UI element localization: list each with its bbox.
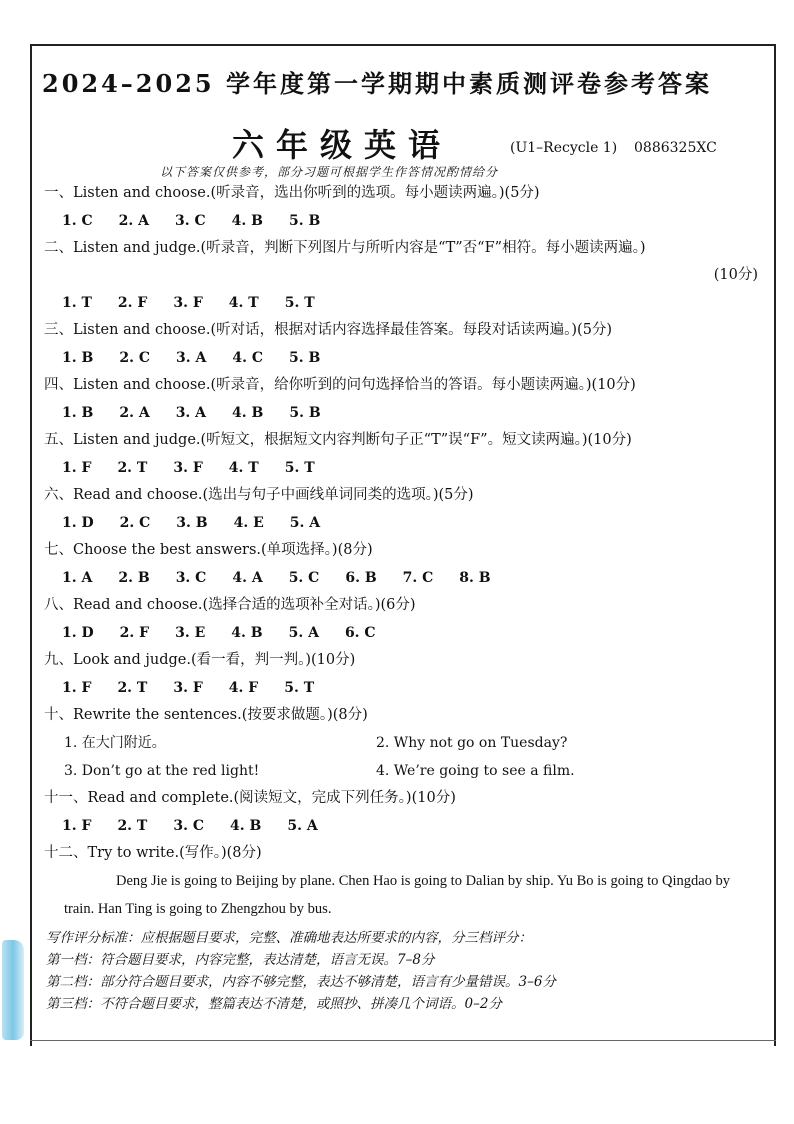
section-11-heading: 十一、Read and complete.(阅读短文，完成下列任务。)(10分) [44,790,456,806]
criteria-line: 第三档：不符合题目要求，整篇表达不清楚，或照抄、拼凑几个词语。0–2分 [46,996,502,1012]
section-3-heading: 三、Listen and choose.(听对话，根据对话内容选择最佳答案。每段对话读两遍。)(5分) [44,322,613,338]
answer: 4. T [228,295,259,311]
answer: 3. E [175,625,206,641]
section-2-heading: 二、Listen and judge.(听录音，判断下列图片与所听内容是“T”否“F”相符。每小题读两遍。) [44,240,646,256]
section-10-heading: 十、Rewrite the sentences.(按要求做题。)(8分) [44,707,368,723]
title-row [0,120,794,164]
section-4-answers [44,399,760,427]
answer: 5. B [288,213,321,229]
answer: 4. B [231,213,263,229]
answer: 2. C [119,350,150,366]
section-2-answers [44,289,760,317]
section-1-heading: 一、Listen and choose.(听录音，选出你听到的选项。每小题读两遍。)(5分) [44,185,540,201]
unit-range: (U1–Recycle 1) [510,140,618,156]
section-2-score: (10分) [713,267,758,283]
answer: 8. B [459,570,491,586]
section-1-answers [44,207,760,235]
answer: 4. B [232,405,264,421]
criteria-line: 第二档：部分符合题目要求，内容不够完整，表达不够清楚，语言有少量错误。3–6分 [46,974,556,990]
answer: 5. C [288,570,320,586]
section-10-row-1 [44,729,760,757]
answer: 5. A [289,515,321,531]
answer: 4. E [233,515,264,531]
answer: 1. 在大门附近。 [64,735,166,751]
sample-essay: Deng Jie is going to Beijing by plane. Chen Hao is going to Dalian by ship. Yu Bo is going to Qingdao by train. Han Ting is going to Zhengzhou by bus. [64,873,731,917]
page-title: 六年级英语 [232,126,453,164]
section-9-heading: 九、Look and judge.(看一看，判一判。)(10分) [44,652,356,668]
answer: 3. C [175,213,206,229]
scan-edge-mark [2,940,24,1040]
answer: 3. C [175,570,207,586]
criteria-line: 写作评分标准：应根据题目要求，完整、准确地表达所要求的内容，分三档评分： [46,930,532,946]
answer: 1. F [62,818,92,834]
answer-content [44,180,760,1015]
answer: 3. B [176,515,208,531]
answer: 6. C [344,625,376,641]
answer: 2. F [119,625,150,641]
answer: 7. C [402,570,434,586]
answer: 2. Why not go on Tuesday? [376,735,568,751]
section-5-answers [44,454,760,482]
section-12-heading: 十二、Try to write.(写作。)(8分) [44,845,262,861]
answer: 1. D [62,515,94,531]
section-8-answers [44,619,760,647]
answer: 3. C [173,818,204,834]
answer: 3. F [173,680,203,696]
answer: 5. T [284,460,315,476]
answer: 5. B [288,350,321,366]
answer: 4. C [232,350,263,366]
answer: 1. T [62,295,92,311]
answer: 3. A [175,350,207,366]
section-7-heading: 七、Choose the best answers.(单项选择。)(8分) [44,542,373,558]
scoring-criteria [44,927,760,1015]
page-header: 2024–2025 学年度第一学期期中素质测评卷参考答案 [42,69,712,98]
answer: 5. T [284,680,315,696]
section-6-answers [44,509,760,537]
answer: 3. Don’t go at the red light! [64,763,260,779]
section-4-heading: 四、Listen and choose.(听录音，给你听到的问句选择恰当的答语。每小题读两遍。)(10分) [44,377,636,393]
answer: 3. F [173,460,203,476]
answer: 5. T [284,295,315,311]
answer: 2. F [117,295,148,311]
answer: 2. B [118,570,150,586]
answer: 5. A [288,625,319,641]
answer: 1. F [62,680,92,696]
answer: 4. B [230,818,262,834]
answer: 1. B [62,350,94,366]
answer: 2. T [117,460,148,476]
answer: 1. F [62,460,92,476]
answer: 4. We’re going to see a film. [376,763,575,779]
answer: 2. A [119,405,150,421]
answer: 1. A [62,570,93,586]
answer: 2. T [117,818,148,834]
section-7-answers [44,564,760,592]
answer: 6. B [345,570,377,586]
answer: 4. B [231,625,263,641]
section-8-heading: 八、Read and choose.(选择合适的选项补全对话。)(6分) [44,597,416,613]
answer: 1. C [62,213,93,229]
bottom-rule [30,1040,776,1041]
answer: 2. T [117,680,148,696]
answer: 5. B [289,405,321,421]
section-9-answers [44,674,760,702]
answer: 4. A [232,570,263,586]
criteria-line: 第一档：符合题目要求，内容完整，表达清楚，语言无误。7–8分 [46,952,435,968]
answer: 2. C [119,515,151,531]
section-6-heading: 六、Read and choose.(选出与句子中画线单词同类的选项。)(5分) [44,487,474,503]
section-11-answers [44,812,760,840]
section-10-row-2 [44,757,760,785]
answer: 4. T [228,460,259,476]
answer: 3. F [173,295,203,311]
answer-note: 以下答案仅供参考，部分习题可根据学生作答情况酌情给分 [160,165,499,179]
answer: 1. B [62,405,94,421]
answer: 3. A [175,405,207,421]
paper-code: 0886325XC [634,140,717,156]
section-3-answers [44,344,760,372]
section-5-heading: 五、Listen and judge.(听短文，根据短文内容判断句子正“T”误“F”。短文读两遍。)(10分) [44,432,632,448]
answer: 2. A [118,213,149,229]
answer: 1. D [62,625,94,641]
answer: 5. A [287,818,318,834]
answer: 4. F [228,680,259,696]
